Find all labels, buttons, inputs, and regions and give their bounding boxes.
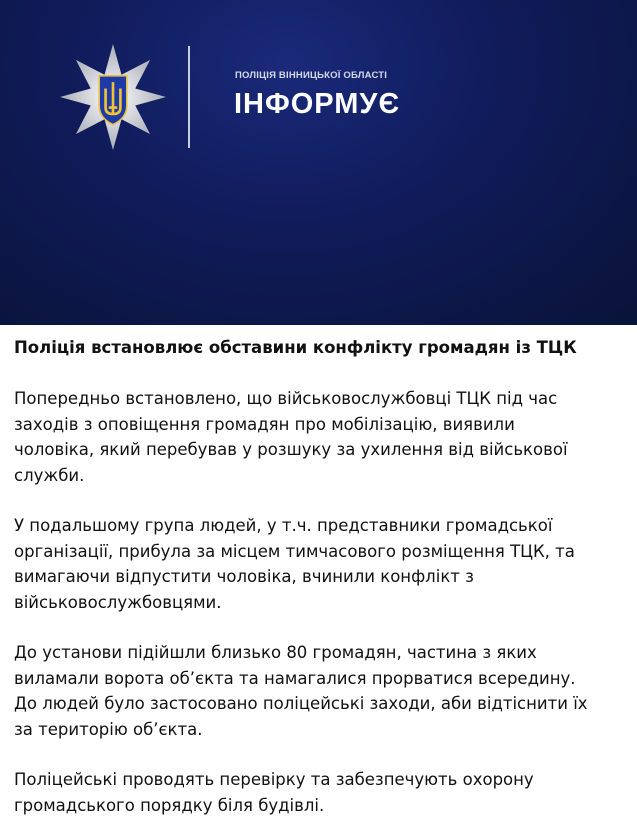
paragraph-line: виламали ворота об’єкта та намагалися прорватися всередину. [14,668,576,688]
post-text [0,325,637,818]
post-title: Поліція встановлює обставини конфлікту громадян із ТЦК [14,338,577,357]
paragraph-line: У подальшому група людей, у т.ч. представники громадської [14,516,553,535]
paragraph-line: вимагаючи відпустити чоловіка, вчинили конфлікт з [14,567,474,586]
post-paragraph [14,640,623,742]
paragraph-line: Попередньо встановлено, що військовослужбовці ТЦК під час [14,389,558,408]
paragraph-line: організації, прибула за місцем тимчасового розміщення ТЦК, та [14,541,575,561]
paragraph-line: за територію об’єкта. [14,719,203,739]
paragraph-line: служби. [14,465,85,485]
paragraph-line: Поліцейські проводять перевірку та забезпечують охорону [14,770,534,789]
post-paragraph [14,513,623,615]
post-image-banner[interactable] [0,0,637,325]
paragraph-line: військовослужбовцями. [14,592,222,612]
paragraph-line: громадського порядку біля будівлі. [14,795,325,815]
banner-divider [188,46,190,148]
paragraph-line: чоловіка, який перебував у розшуку за ухилення від військової [14,440,568,459]
paragraph-line: До людей було застосовано поліцейські заходи, аби відтіснити їх [14,694,588,713]
police-star-badge-icon [60,44,166,150]
paragraph-line: До установи підійшли близько 80 громадян, частина з яких [14,643,537,662]
post-paragraph [14,767,623,818]
banner-subtitle: ПОЛІЦІЯ ВІННИЦЬКОЇ ОБЛАСТІ [235,70,388,81]
paragraph-line: заходів з оповіщення громадян про мобілізацію, виявили [14,414,515,434]
banner-title: ІНФОРМУЄ [234,88,401,120]
post-paragraph [14,386,623,488]
